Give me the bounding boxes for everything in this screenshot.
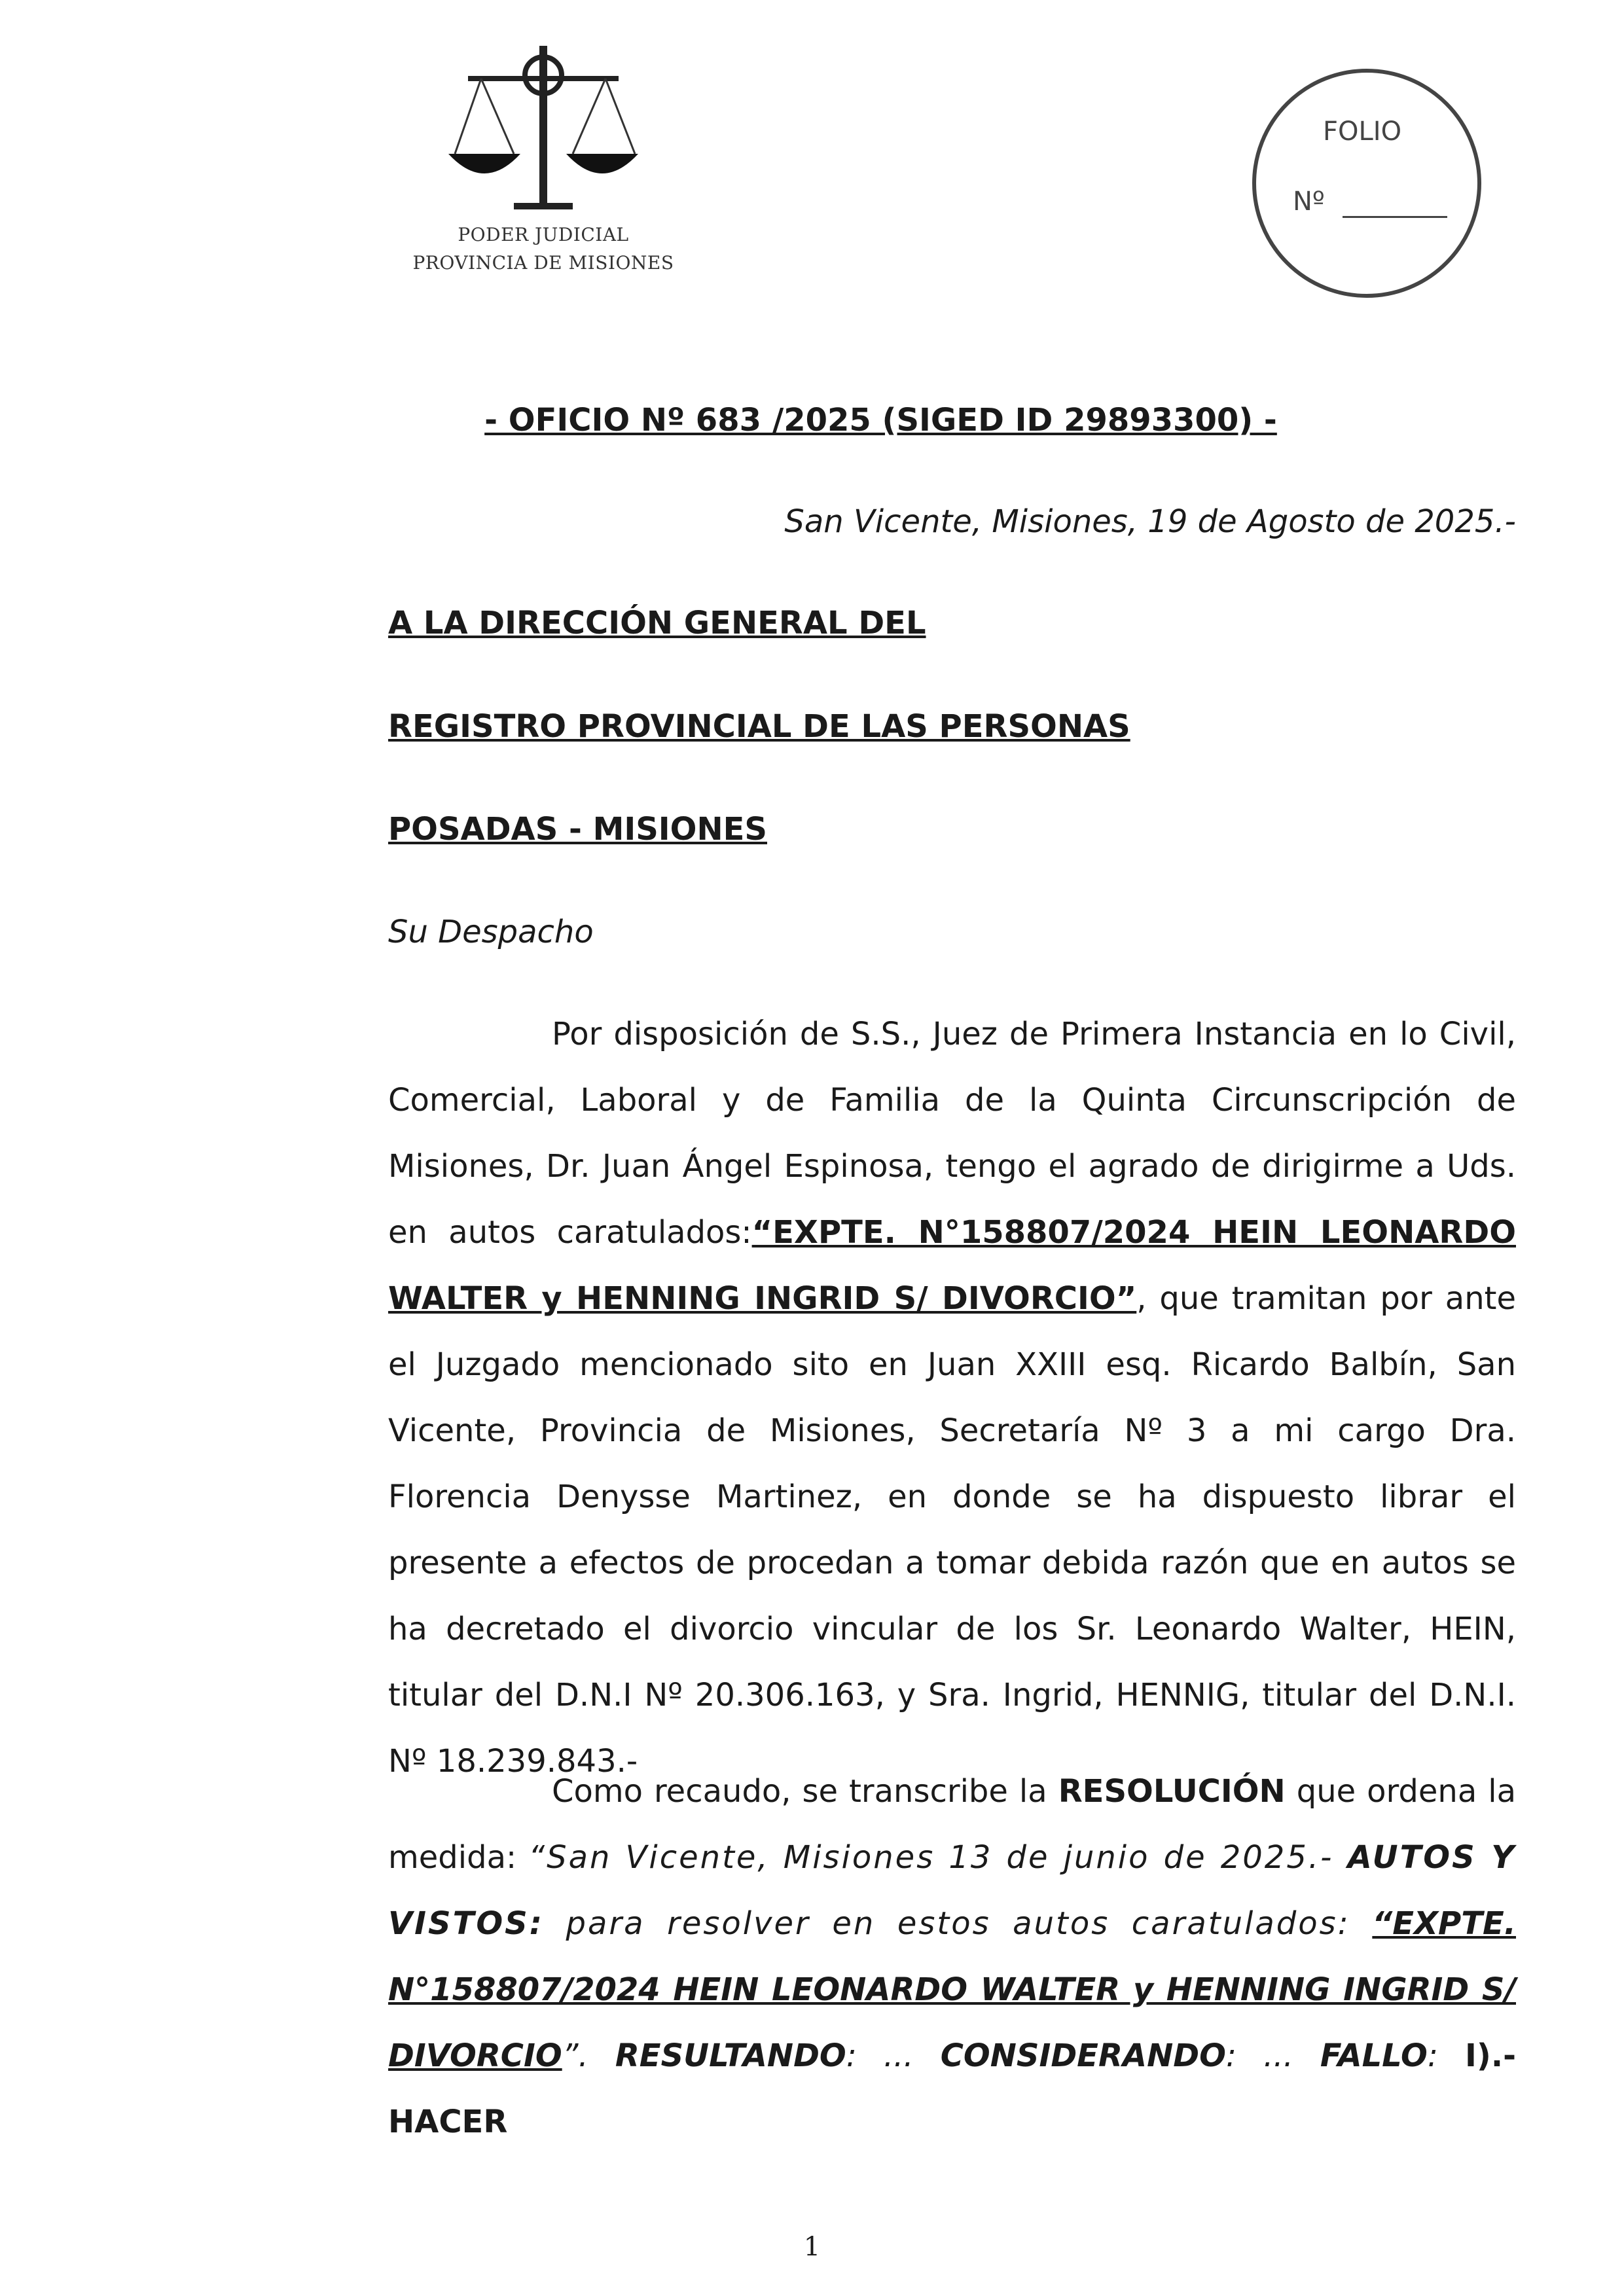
resultando-label: RESULTANDO [615, 2037, 846, 2074]
case-title: “EXPTE. N°158807/2024 HEIN LEONARDO WALTER y HENNING INGRID S/ DIVORCIO” [388, 1214, 1516, 1317]
recipient-line1: A LA DIRECCIÓN GENERAL DEL [388, 605, 926, 641]
ellipsis-1: : ... [846, 2037, 941, 2074]
paragraph2-text-a: Como recaudo, se transcribe la [552, 1773, 1058, 1810]
folio-number-label: Nº [1293, 187, 1325, 217]
ellipsis-2: : ... [1225, 2037, 1320, 2074]
resolution-case-title: “EXPTE. N°158807/2024 HEIN LEONARDO WALTER y HENNING INGRID S/ DIVORCIO [388, 1905, 1516, 2074]
folio-stamp [1246, 65, 1488, 308]
considerando-label: CONSIDERANDO [940, 2037, 1226, 2074]
hacer-label: I).- HACER [388, 2037, 1516, 2140]
resolucion-label: RESOLUCIÓN [1058, 1773, 1286, 1810]
fallo-label: FALLO [1320, 2037, 1428, 2074]
court-logo [406, 39, 681, 295]
fallo-colon: : [1427, 2037, 1466, 2074]
logo-caption-line1: PODER JUDICIAL [458, 224, 629, 245]
logo-caption-line2: PROVINCIA DE MISIONES [412, 252, 674, 274]
paragraph2-text-b: que ordena la medida: [388, 1773, 1516, 1876]
recipient-line3: POSADAS - MISIONES [388, 811, 767, 848]
folio-number-blank [1343, 216, 1447, 218]
folio-label: FOLIO [1323, 117, 1402, 147]
paragraph2-text-d: ”. [562, 2037, 615, 2074]
recipient-line2: REGISTRO PROVINCIAL DE LAS PERSONAS [388, 708, 1130, 745]
paragraph1-text-a: Por disposición de S.S., Juez de Primera Instancia en lo Civil, Comercial, Laboral y de Familia de la Quinta Circunscripción de Misiones, Dr. Juan Ángel Espinosa, tengo el agrado de dirigirme a Uds. en autos caratulados: [388, 1016, 1516, 1251]
body-paragraph-2 [388, 1759, 1516, 2155]
document-title: - OFICIO Nº 683 /2025 (SIGED ID 29893300) - [484, 402, 1277, 439]
resolution-date: “San Vicente, Misiones 13 de junio de 2025.- [528, 1839, 1348, 1876]
scales-of-justice-icon [442, 39, 645, 216]
document-date: San Vicente, Misiones, 19 de Agosto de 2025.- [784, 503, 1516, 540]
body-paragraph-1 [388, 1001, 1516, 1795]
paragraph1-text-b: , que tramitan por ante el Juzgado mencionado sito en Juan XXIII esq. Ricardo Balbín, San Vicente, Provincia de Misiones, Secretaría Nº 3 a mi cargo Dra. Florencia Denysse Martinez, en donde se ha dispuesto librar el presente a efectos de procedan a tomar debida razón que en autos se ha decretado el divorcio vincular de los Sr. Leonardo Walter, HEIN, titular del D.N.I Nº 20.306.163, y Sra. Ingrid, HENNIG, titular del D.N.I. Nº 18.239.843.- [388, 1280, 1516, 1780]
page-number: 1 [803, 2232, 821, 2262]
autos-y-vistos: AUTOS Y VISTOS: [388, 1839, 1517, 1942]
folio-circle-icon [1246, 65, 1488, 308]
paragraph2-text-c: para resolver en estos autos caratulados: [543, 1905, 1373, 1942]
greeting: Su Despacho [388, 914, 594, 950]
